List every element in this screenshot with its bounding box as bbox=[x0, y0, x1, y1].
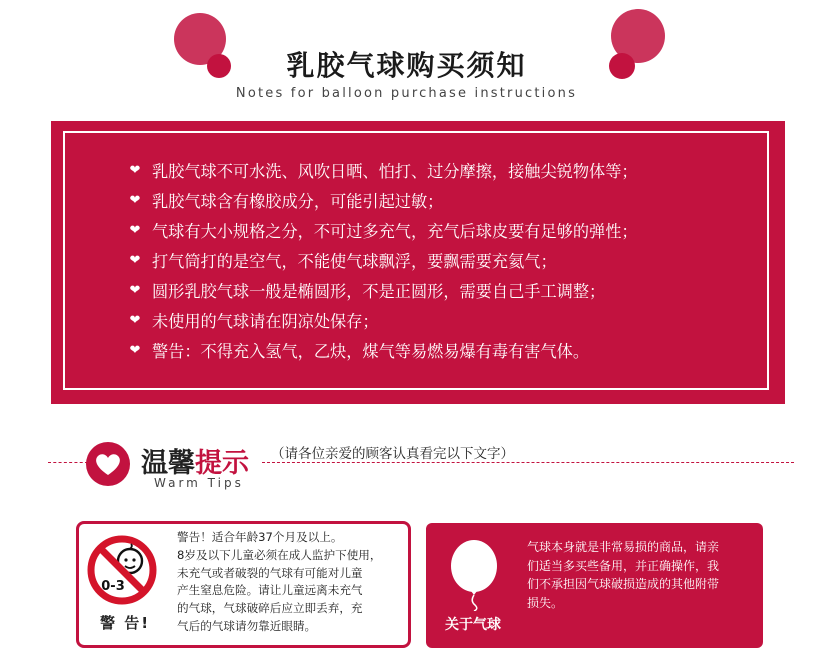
notice-list bbox=[126, 155, 638, 365]
page-title: 乳胶气球购买须知 bbox=[286, 49, 527, 82]
tips-note: （请各位亲爱的顾客认真看完以下文字） bbox=[271, 446, 514, 462]
heart-bullet-icon: ❤ bbox=[129, 342, 141, 358]
heart-bullet-icon: ❤ bbox=[129, 222, 141, 238]
page-subtitle: Notes for balloon purchase instructions bbox=[235, 86, 578, 101]
list-item: ❤ 气球有大小规格之分，不可过多充气，充气后球皮要有足够的弹性； bbox=[126, 215, 638, 245]
heart-bullet-icon: ❤ bbox=[129, 192, 141, 208]
tips-title: 温馨提示 bbox=[141, 448, 249, 479]
divider-right bbox=[262, 462, 794, 463]
heart-bullet-icon: ❤ bbox=[129, 312, 141, 328]
heart-bullet-icon: ❤ bbox=[129, 162, 141, 178]
about-text: 气球本身就是非常易损的商品，请亲 们适当多买些备用，并正确操作，我 们不承担因气球破损造成的其他附带 损失。 bbox=[527, 540, 720, 610]
heart-icon bbox=[86, 442, 130, 486]
tips-subtitle: Warm Tips bbox=[154, 476, 244, 490]
heart-badge-icon bbox=[86, 442, 130, 486]
divider-left bbox=[48, 462, 88, 463]
list-item: ❤ 圆形乳胶气球一般是椭圆形，不是正圆形，需要自己手工调整； bbox=[126, 275, 638, 305]
age-range-label: 0-3 bbox=[101, 579, 125, 594]
list-item: ❤ 乳胶气球不可水洗、风吹日晒、怕打、过分摩擦，接触尖锐物体等； bbox=[126, 155, 638, 185]
warning-text: 警告！适合年龄37个月及以上。 8岁及以下儿童必须在成人监护下使用， 未充气或者破裂的气球有可能对儿童 产生窒息危险。请让儿童远离未充气 的气球，气球破碎后应立即丢弃，充 气后的气球请勿靠近眼睛。 bbox=[177, 530, 382, 633]
warning-label: 警 告! bbox=[100, 614, 151, 632]
heart-bullet-icon: ❤ bbox=[129, 282, 141, 298]
heart-bullet-icon: ❤ bbox=[129, 252, 141, 268]
list-item: ❤ 打气筒打的是空气，不能使气球飘浮，要飘需要充氦气； bbox=[126, 245, 638, 275]
no-children-icon bbox=[86, 534, 158, 606]
about-label: 关于气球 bbox=[445, 617, 501, 633]
balloon-icon bbox=[446, 539, 502, 611]
list-item: ❤ 乳胶气球含有橡胶成分，可能引起过敏； bbox=[126, 185, 638, 215]
list-item: ❤ 警告：不得充入氢气，乙炔，煤气等易燃易爆有毒有害气体。 bbox=[126, 335, 638, 365]
list-item: ❤ 未使用的气球请在阴凉处保存； bbox=[126, 305, 638, 335]
